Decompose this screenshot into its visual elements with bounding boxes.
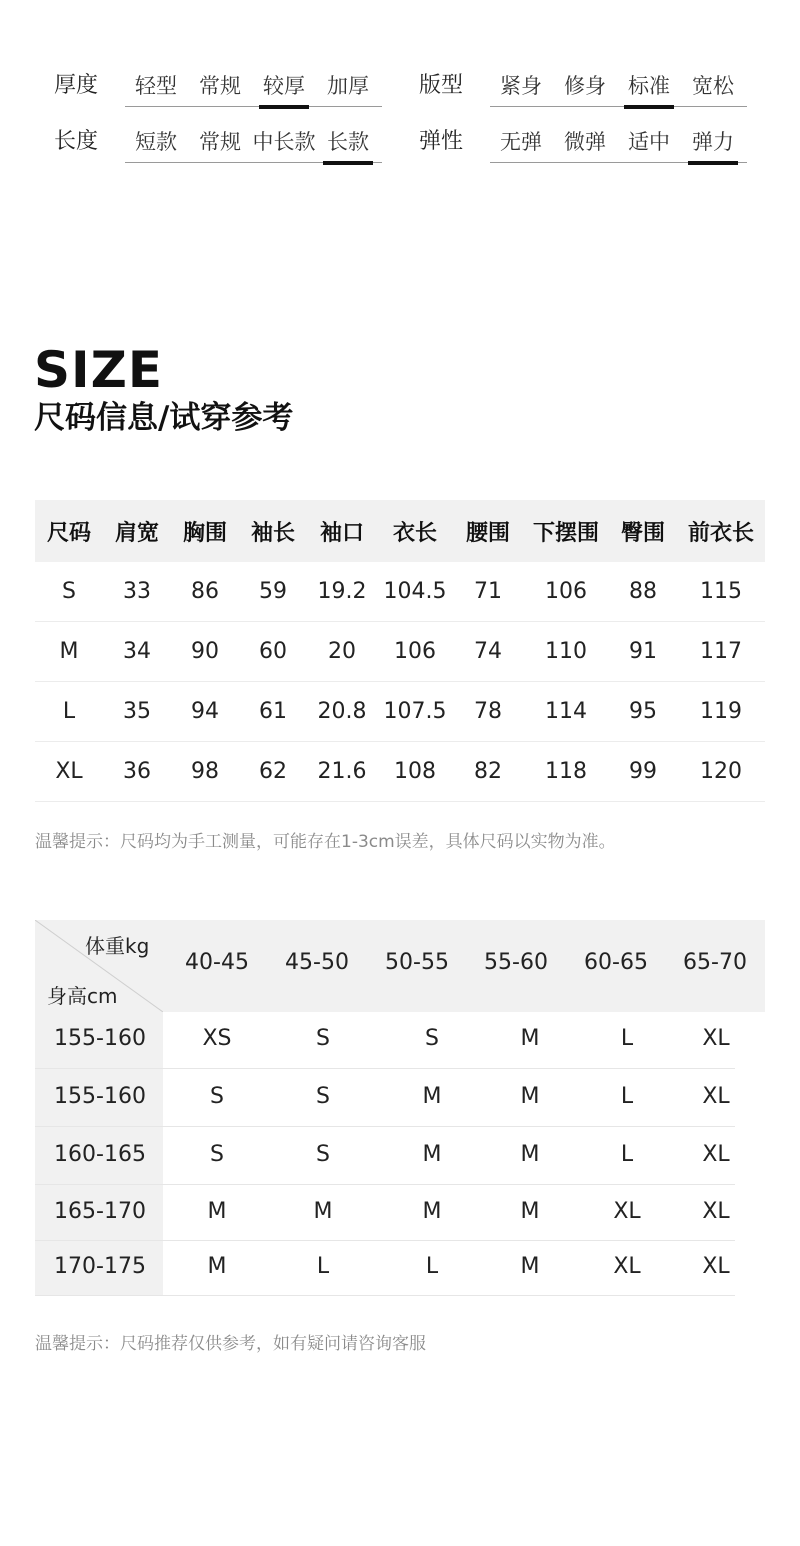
size-cell: M bbox=[313, 1199, 333, 1224]
size-cell: XL bbox=[702, 1026, 730, 1051]
table-row bbox=[35, 1184, 735, 1241]
table-cell: 120 bbox=[677, 742, 765, 802]
table-cell: 115 bbox=[677, 562, 765, 622]
table-cell: 98 bbox=[171, 742, 239, 802]
table-header-cell: 腰围 bbox=[453, 500, 523, 562]
attr-option: 宽松 bbox=[692, 74, 734, 98]
table-cell: 74 bbox=[453, 622, 523, 682]
size-cell: XL bbox=[613, 1254, 641, 1279]
height-value: 155-160 bbox=[54, 1084, 146, 1109]
table-cell: 88 bbox=[609, 562, 677, 622]
table-cell: 35 bbox=[103, 682, 171, 742]
table-cell: 107.5 bbox=[377, 682, 453, 742]
size-cell: XL bbox=[702, 1199, 730, 1224]
table-row bbox=[35, 1012, 735, 1069]
size-cell: XS bbox=[202, 1026, 232, 1051]
table-cell: 99 bbox=[609, 742, 677, 802]
table-cell: 110 bbox=[523, 622, 609, 682]
height-value: 165-170 bbox=[54, 1199, 146, 1224]
weight-column-header: 50-55 bbox=[385, 950, 449, 975]
attr-label: 长度 bbox=[54, 129, 99, 154]
table-cell: 108 bbox=[377, 742, 453, 802]
table-row bbox=[35, 1126, 735, 1185]
section-subtitle: 尺码信息/试穿参考 bbox=[34, 400, 294, 436]
table-cell: 60 bbox=[239, 622, 307, 682]
height-value: 170-175 bbox=[54, 1254, 146, 1279]
weight-column-header: 45-50 bbox=[285, 950, 349, 975]
size-cell: L bbox=[620, 1142, 634, 1167]
attr-option: 中长款 bbox=[252, 130, 316, 154]
size-cell: S bbox=[316, 1142, 330, 1167]
size-cell: M bbox=[422, 1199, 442, 1224]
table-header-cell: 衣长 bbox=[377, 500, 453, 562]
weight-axis-label: 体重kg bbox=[85, 934, 150, 958]
table-header-cell: 尺码 bbox=[35, 500, 103, 562]
size-cell: S bbox=[210, 1142, 224, 1167]
attr-option-selected: 弹力 bbox=[682, 122, 744, 162]
attr-option: 常规 bbox=[199, 130, 241, 154]
table-cell: 91 bbox=[609, 622, 677, 682]
attr-label: 厚度 bbox=[54, 73, 99, 98]
attr-option-selected: 标准 bbox=[618, 66, 680, 106]
attr-option-selected: 较厚 bbox=[253, 66, 315, 106]
weight-column-header: 65-70 bbox=[683, 950, 747, 975]
size-cell: M bbox=[422, 1084, 442, 1109]
table-row bbox=[35, 1068, 735, 1127]
table-cell: 78 bbox=[453, 682, 523, 742]
height-axis-label: 身高cm bbox=[47, 984, 118, 1008]
attr-elasticity bbox=[0, 122, 800, 162]
size-cell: M bbox=[520, 1142, 540, 1167]
weight-column-header: 55-60 bbox=[484, 950, 548, 975]
table-cell: 20 bbox=[307, 622, 377, 682]
table-row bbox=[35, 622, 765, 682]
attr-option: 加厚 bbox=[327, 74, 369, 98]
size-cell: M bbox=[520, 1084, 540, 1109]
size-cell: M bbox=[520, 1026, 540, 1051]
table-row bbox=[35, 1240, 735, 1296]
weight-column-header: 40-45 bbox=[185, 950, 249, 975]
size-cell: L bbox=[620, 1026, 634, 1051]
table-header-cell: 臀围 bbox=[609, 500, 677, 562]
table-header-cell: 袖长 bbox=[239, 500, 307, 562]
table-cell: 59 bbox=[239, 562, 307, 622]
size-cell: XL bbox=[702, 1084, 730, 1109]
table-cell: 106 bbox=[523, 562, 609, 622]
table-header-cell: 肩宽 bbox=[103, 500, 171, 562]
attr-options bbox=[490, 66, 747, 107]
table-header-cell: 下摆围 bbox=[523, 500, 609, 562]
table-cell: 33 bbox=[103, 562, 171, 622]
attr-option: 紧身 bbox=[500, 74, 542, 98]
size-cell: S bbox=[425, 1026, 439, 1051]
attr-option: 无弹 bbox=[500, 130, 542, 154]
table-cell: 95 bbox=[609, 682, 677, 742]
size-cell: S bbox=[316, 1026, 330, 1051]
table-cell: XL bbox=[35, 742, 103, 802]
size-cell: S bbox=[316, 1084, 330, 1109]
attr-fit bbox=[0, 66, 800, 106]
table-cell: 62 bbox=[239, 742, 307, 802]
table-cell: 106 bbox=[377, 622, 453, 682]
size-table-header bbox=[35, 500, 765, 562]
size-table bbox=[35, 500, 765, 802]
table-cell: 20.8 bbox=[307, 682, 377, 742]
size-cell: XL bbox=[702, 1254, 730, 1279]
table-cell: 71 bbox=[453, 562, 523, 622]
table-row bbox=[35, 742, 765, 802]
attr-options bbox=[490, 122, 747, 163]
size-cell: XL bbox=[613, 1199, 641, 1224]
table-cell: 117 bbox=[677, 622, 765, 682]
size-cell: M bbox=[422, 1142, 442, 1167]
section-title: SIZE bbox=[34, 341, 164, 399]
attr-option: 短款 bbox=[135, 130, 177, 154]
size-cell: M bbox=[207, 1199, 227, 1224]
table-header-cell: 胸围 bbox=[171, 500, 239, 562]
height-value: 160-165 bbox=[54, 1142, 146, 1167]
table-cell: 86 bbox=[171, 562, 239, 622]
table-cell: M bbox=[35, 622, 103, 682]
size-cell: M bbox=[520, 1199, 540, 1224]
attr-option: 常规 bbox=[199, 74, 241, 98]
table-cell: 104.5 bbox=[377, 562, 453, 622]
attr-option-selected: 长款 bbox=[317, 122, 379, 162]
table-cell: 114 bbox=[523, 682, 609, 742]
table-row bbox=[35, 682, 765, 742]
table-cell: 36 bbox=[103, 742, 171, 802]
table-cell: 94 bbox=[171, 682, 239, 742]
attr-option: 微弹 bbox=[564, 130, 606, 154]
table-header-cell: 前衣长 bbox=[677, 500, 765, 562]
table-cell: 90 bbox=[171, 622, 239, 682]
attr-label: 弹性 bbox=[419, 129, 464, 154]
attr-label: 版型 bbox=[419, 73, 464, 98]
table-header-cell: 袖口 bbox=[307, 500, 377, 562]
table-cell: 34 bbox=[103, 622, 171, 682]
size-cell: S bbox=[210, 1084, 224, 1109]
table-cell: 21.6 bbox=[307, 742, 377, 802]
height-value: 155-160 bbox=[54, 1026, 146, 1051]
attr-option: 修身 bbox=[564, 74, 606, 98]
attr-option: 轻型 bbox=[135, 74, 177, 98]
recommend-note: 温馨提示：尺码推荐仅供参考，如有疑问请咨询客服 bbox=[35, 1334, 426, 1354]
size-cell: XL bbox=[702, 1142, 730, 1167]
attr-option: 适中 bbox=[628, 130, 670, 154]
table-cell: 19.2 bbox=[307, 562, 377, 622]
size-cell: M bbox=[207, 1254, 227, 1279]
corner-cell bbox=[35, 920, 163, 1012]
table-cell: 119 bbox=[677, 682, 765, 742]
weight-column-header: 60-65 bbox=[584, 950, 648, 975]
table-cell: L bbox=[35, 682, 103, 742]
size-cell: L bbox=[316, 1254, 330, 1279]
size-cell: L bbox=[425, 1254, 439, 1279]
measurement-note: 温馨提示：尺码均为手工测量，可能存在1-3cm误差，具体尺码以实物为准。 bbox=[35, 832, 616, 852]
table-cell: S bbox=[35, 562, 103, 622]
table-cell: 82 bbox=[453, 742, 523, 802]
table-cell: 118 bbox=[523, 742, 609, 802]
table-row bbox=[35, 562, 765, 622]
size-cell: M bbox=[520, 1254, 540, 1279]
size-cell: L bbox=[620, 1084, 634, 1109]
table-cell: 61 bbox=[239, 682, 307, 742]
